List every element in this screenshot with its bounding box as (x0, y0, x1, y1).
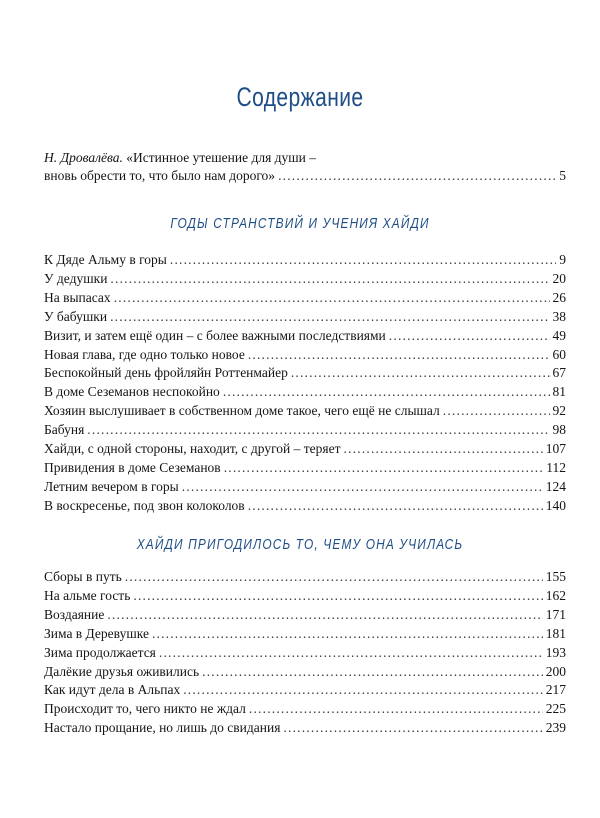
toc-entry-title: Происходит то, чего никто не ждал (44, 701, 246, 717)
dot-leader (133, 588, 542, 604)
toc-entry-title: Визит, и затем ещё один – с более важными последствиями (44, 327, 386, 343)
toc-entry-title: Как идут дела в Альпах (44, 682, 181, 698)
toc-entry-page: 38 (552, 308, 566, 324)
toc-entry-page: 49 (552, 327, 566, 343)
dot-leader (248, 347, 550, 363)
toc-entry[interactable] (44, 403, 566, 421)
toc-entry[interactable] (44, 347, 566, 365)
dot-leader (223, 384, 550, 400)
dot-leader (87, 422, 549, 438)
toc-entry-title: У бабушки (44, 308, 108, 324)
intro-title-part-1: «Истинное утешение для души – (122, 150, 317, 165)
section-heading-1: ГОДЫ СТРАНСТВИЙ И УЧЕНИЯ ХАЙДИ (170, 216, 430, 232)
toc-entry-page: 60 (552, 346, 566, 362)
dot-leader (170, 252, 556, 268)
dot-leader (110, 271, 549, 287)
toc-entry-title: Далёкие друзья оживились (44, 663, 200, 679)
toc-entry-title: Беспокойный день фройляйн Роттенмайер (44, 365, 288, 381)
dot-leader (248, 498, 543, 514)
toc-entry-page: 225 (545, 701, 566, 717)
toc-entry-page: 140 (545, 497, 566, 513)
dot-leader (182, 479, 543, 495)
toc-entry[interactable] (44, 479, 566, 497)
toc-entry-title: Хозяин выслушивает в собственном доме такое, чего ещё не слышал (44, 403, 440, 419)
toc-entry[interactable] (44, 384, 566, 402)
toc-entry-title: Бабуня (44, 422, 85, 438)
toc-entry-page: 200 (545, 663, 566, 679)
toc-entry-page: 92 (552, 403, 566, 419)
intro-title-part-2: вновь обрести то, что было нам дорого» (44, 168, 276, 183)
dot-leader (152, 626, 543, 642)
dot-leader (224, 460, 544, 476)
toc-entry-page: 81 (552, 384, 566, 400)
dot-leader (344, 441, 543, 457)
dot-leader (125, 569, 543, 585)
toc-entry-title: Зима в Деревушке (44, 625, 149, 641)
toc-entry-title: К Дяде Альму в горы (44, 252, 167, 267)
dot-leader (389, 328, 550, 344)
toc-entry-page: 217 (545, 682, 566, 698)
toc-entry-title: В доме Сеземанов неспокойно (44, 384, 220, 400)
toc-entry[interactable] (44, 645, 566, 663)
toc-entry-page: 98 (552, 422, 566, 438)
toc-entry-page: 20 (552, 270, 566, 286)
page-title: Содержание (236, 82, 364, 112)
toc-entry-page: 181 (545, 625, 566, 641)
toc-entry-page: 9 (559, 252, 566, 267)
toc-entry[interactable] (44, 664, 566, 682)
intro-line-2 (44, 168, 566, 186)
dot-leader (202, 664, 543, 680)
intro-author: Н. Дровалёва. (44, 150, 123, 165)
toc-entry[interactable] (44, 607, 566, 625)
toc-entry-page: 171 (545, 606, 566, 622)
toc-entry-title: Воздаяние (44, 606, 105, 622)
toc-entry-page: 193 (545, 644, 566, 660)
toc-entry[interactable] (44, 271, 566, 289)
toc-entry-page: 155 (545, 569, 566, 584)
toc-entry-title: Сборы в путь (44, 569, 122, 584)
toc-entry[interactable] (44, 422, 566, 440)
toc-entry[interactable] (44, 290, 566, 308)
toc-entry[interactable] (44, 569, 566, 587)
toc-entry[interactable] (44, 441, 566, 459)
toc-entry-page: 107 (545, 441, 566, 456)
toc-entry-title: На выпасах (44, 289, 111, 305)
dot-leader (278, 168, 556, 184)
dot-leader (110, 309, 549, 325)
intro-page: 5 (559, 168, 566, 183)
dot-leader (283, 720, 542, 736)
dot-leader (159, 645, 543, 661)
toc-entry[interactable] (44, 720, 566, 738)
dot-leader (291, 365, 550, 381)
toc-entry-title: Привидения в доме Сеземанов (44, 459, 221, 475)
toc-entry-title: На альме гость (44, 587, 131, 603)
toc-entry[interactable] (44, 460, 566, 478)
toc-entry-page: 162 (545, 587, 566, 603)
toc-entry-title: Хайди, с одной стороны, находит, с другой – теряет (44, 441, 341, 456)
toc-entry-title: Летним вечером в горы (44, 478, 179, 494)
dot-leader (249, 701, 543, 717)
dot-leader (107, 607, 542, 623)
toc-entry[interactable] (44, 701, 566, 719)
toc-entry[interactable] (44, 252, 566, 270)
intro-line-1 (44, 150, 316, 166)
toc-entry[interactable] (44, 682, 566, 700)
dot-leader (114, 290, 550, 306)
section-heading-2: ХАЙДИ ПРИГОДИЛОСЬ ТО, ЧЕМУ ОНА УЧИЛАСЬ (136, 537, 464, 553)
toc-entry-title: Новая глава, где одно только новое (44, 346, 245, 362)
toc-entry-page: 112 (546, 459, 566, 475)
toc-entry[interactable] (44, 498, 566, 516)
toc-entry[interactable] (44, 365, 566, 383)
toc-entry-title: В воскресенье, под звон колоколов (44, 497, 245, 513)
toc-entry-title: У дедушки (44, 270, 108, 286)
toc-entry-page: 26 (552, 289, 566, 305)
toc-entry[interactable] (44, 588, 566, 606)
dot-leader (443, 403, 550, 419)
toc-entry-page: 239 (545, 720, 566, 736)
toc-entry[interactable] (44, 328, 566, 346)
toc-entry-page: 67 (552, 365, 566, 381)
toc-entry-title: Зима продолжается (44, 644, 156, 660)
dot-leader (183, 682, 543, 698)
toc-entry-title: Настало прощание, но лишь до свидания (44, 720, 281, 736)
toc-entry-page: 124 (545, 478, 566, 494)
toc-entry[interactable] (44, 309, 566, 327)
toc-entry[interactable] (44, 626, 566, 644)
